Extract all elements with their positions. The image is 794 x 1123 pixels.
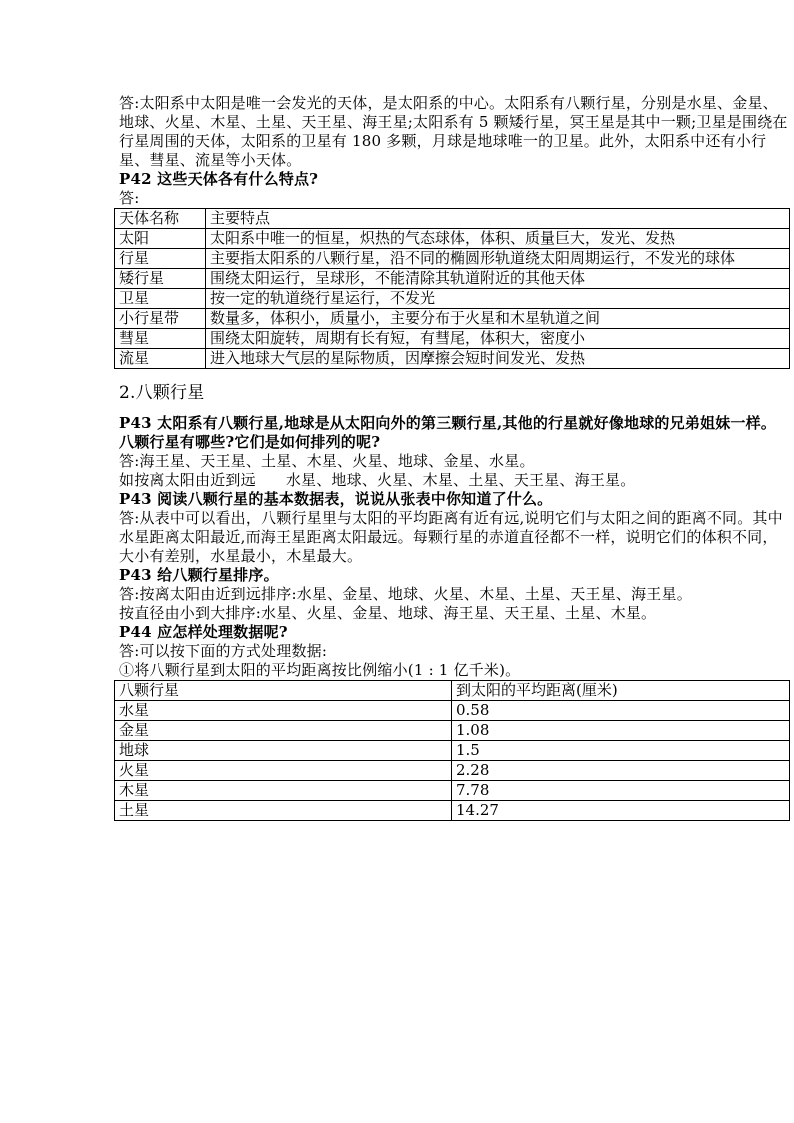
table-cell: 金星 <box>115 721 452 741</box>
table-row <box>115 349 790 369</box>
q43a-answer: 答:海王星、天王星、土星、木星、火星、地球、金星、水星。 <box>119 452 535 470</box>
table-row <box>115 289 790 309</box>
q43a-order <box>119 471 790 490</box>
q43a-order-label: 如按离太阳由近到远 <box>119 471 256 489</box>
table-cell: 土星 <box>115 801 452 821</box>
table-cell: 数量多，体积小，质量小，主要分布于火星和木星轨道之间 <box>206 309 790 329</box>
table-row <box>115 701 790 721</box>
table-cell: 地球 <box>115 741 452 761</box>
table-row <box>115 721 790 741</box>
q43c-answer2: 按直径由小到大排序:水星、火星、金星、地球、海王星、天王星、土星、木星。 <box>119 604 657 622</box>
table-cell: 主要指太阳系的八颗行星，沿不同的椭圆形轨道绕太阳周期运行，不发光的球体 <box>206 249 790 269</box>
document-page <box>119 94 790 821</box>
planet-distance-table <box>114 680 790 821</box>
q44-title: P44 应怎样处理数据呢? <box>119 623 288 641</box>
table-cell: 7.78 <box>452 781 790 801</box>
table-cell: 围绕太阳旋转，周期有长有短，有彗尾，体积大，密度小 <box>206 329 790 349</box>
table-header-row <box>115 681 790 701</box>
table-cell: 行星 <box>115 249 206 269</box>
table-header-cell: 主要特点 <box>206 209 790 229</box>
table-cell: 矮行星 <box>115 269 206 289</box>
section-heading: 2.八颗行星 <box>119 383 205 403</box>
table-row <box>115 801 790 821</box>
q44-step1: ①将八颗行星到太阳的平均距离按比例缩小(1 : 1 亿千米)。 <box>119 661 521 679</box>
q43a-title: P43 太阳系有八颗行星,地球是从太阳向外的第三颗行星,其他的行星就好像地球的兄弟姐妹一样。八颗行星有哪些?它们是如何排列的呢? <box>119 414 777 451</box>
table-cell: 进入地球大气层的星际物质，因摩擦会短时间发光、发热 <box>206 349 790 369</box>
q43a-order-text: 水星、地球、火星、木星、土星、天王星、海王星。 <box>285 471 636 489</box>
table-cell: 太阳系中唯一的恒星，炽热的气态球体，体积、质量巨大，发光、发热 <box>206 229 790 249</box>
intro-paragraph: 答:太阳系中太阳是唯一会发光的天体，是太阳系的中心。太阳系有八颗行星，分别是水星、金星、地球、火星、木星、土星、天王星、海王星;太阳系有 5 颗矮行星，冥王星是其中一颗;卫星是围绕在行星周围的天体，太阳系的卫星有 180 多颗，月球是地球唯一的卫星。此外，太阳系中还有小行星、彗星、流星等小天体。 <box>119 94 788 169</box>
table-row <box>115 761 790 781</box>
table-header-cell: 八颗行星 <box>115 681 452 701</box>
table-row <box>115 741 790 761</box>
q44-answer: 答:可以按下面的方式处理数据: <box>119 642 328 660</box>
table-cell: 太阳 <box>115 229 206 249</box>
table-header-cell: 天体名称 <box>115 209 206 229</box>
q43c-answer1: 答:按离太阳由近到远排序:水星、金星、地球、火星、木星、土星、天王星、海王星。 <box>119 585 692 603</box>
table-cell: 14.27 <box>452 801 790 821</box>
table-cell: 0.58 <box>452 701 790 721</box>
table-cell: 卫星 <box>115 289 206 309</box>
table-row <box>115 329 790 349</box>
table-header-cell: 到太阳的平均距离(厘米) <box>452 681 790 701</box>
table-row <box>115 269 790 289</box>
table-cell: 木星 <box>115 781 452 801</box>
table-row <box>115 309 790 329</box>
table-cell: 1.5 <box>452 741 790 761</box>
q43c-title: P43 给八颗行星排序。 <box>119 566 279 584</box>
table-row <box>115 781 790 801</box>
table-cell: 围绕太阳运行，呈球形，不能清除其轨道附近的其他天体 <box>206 269 790 289</box>
table-cell: 水星 <box>115 701 452 721</box>
table-row <box>115 229 790 249</box>
q43b-title: P43 阅读八颗行星的基本数据表，说说从张表中你知道了什么。 <box>119 490 553 508</box>
table-cell: 火星 <box>115 761 452 781</box>
table-row <box>115 249 790 269</box>
table-cell: 1.08 <box>452 721 790 741</box>
celestial-features-table <box>114 208 790 369</box>
table-cell: 2.28 <box>452 761 790 781</box>
q42-title: P42 这些天体各有什么特点? <box>119 170 319 188</box>
table-header-row <box>115 209 790 229</box>
table-cell: 小行星带 <box>115 309 206 329</box>
table-cell: 流星 <box>115 349 206 369</box>
table-cell: 按一定的轨道绕行星运行，不发光 <box>206 289 790 309</box>
table-cell: 彗星 <box>115 329 206 349</box>
q43b-answer: 答:从表中可以看出，八颗行星里与太阳的平均距离有近有远,说明它们与太阳之间的距离不同。其中水星距离太阳最近,而海王星距离太阳最远。每颗行星的赤道直径都不一样，说明它们的体积不同，大小有差别，水星最小，木星最大。 <box>119 509 783 565</box>
q42-answer-label: 答: <box>119 189 140 207</box>
